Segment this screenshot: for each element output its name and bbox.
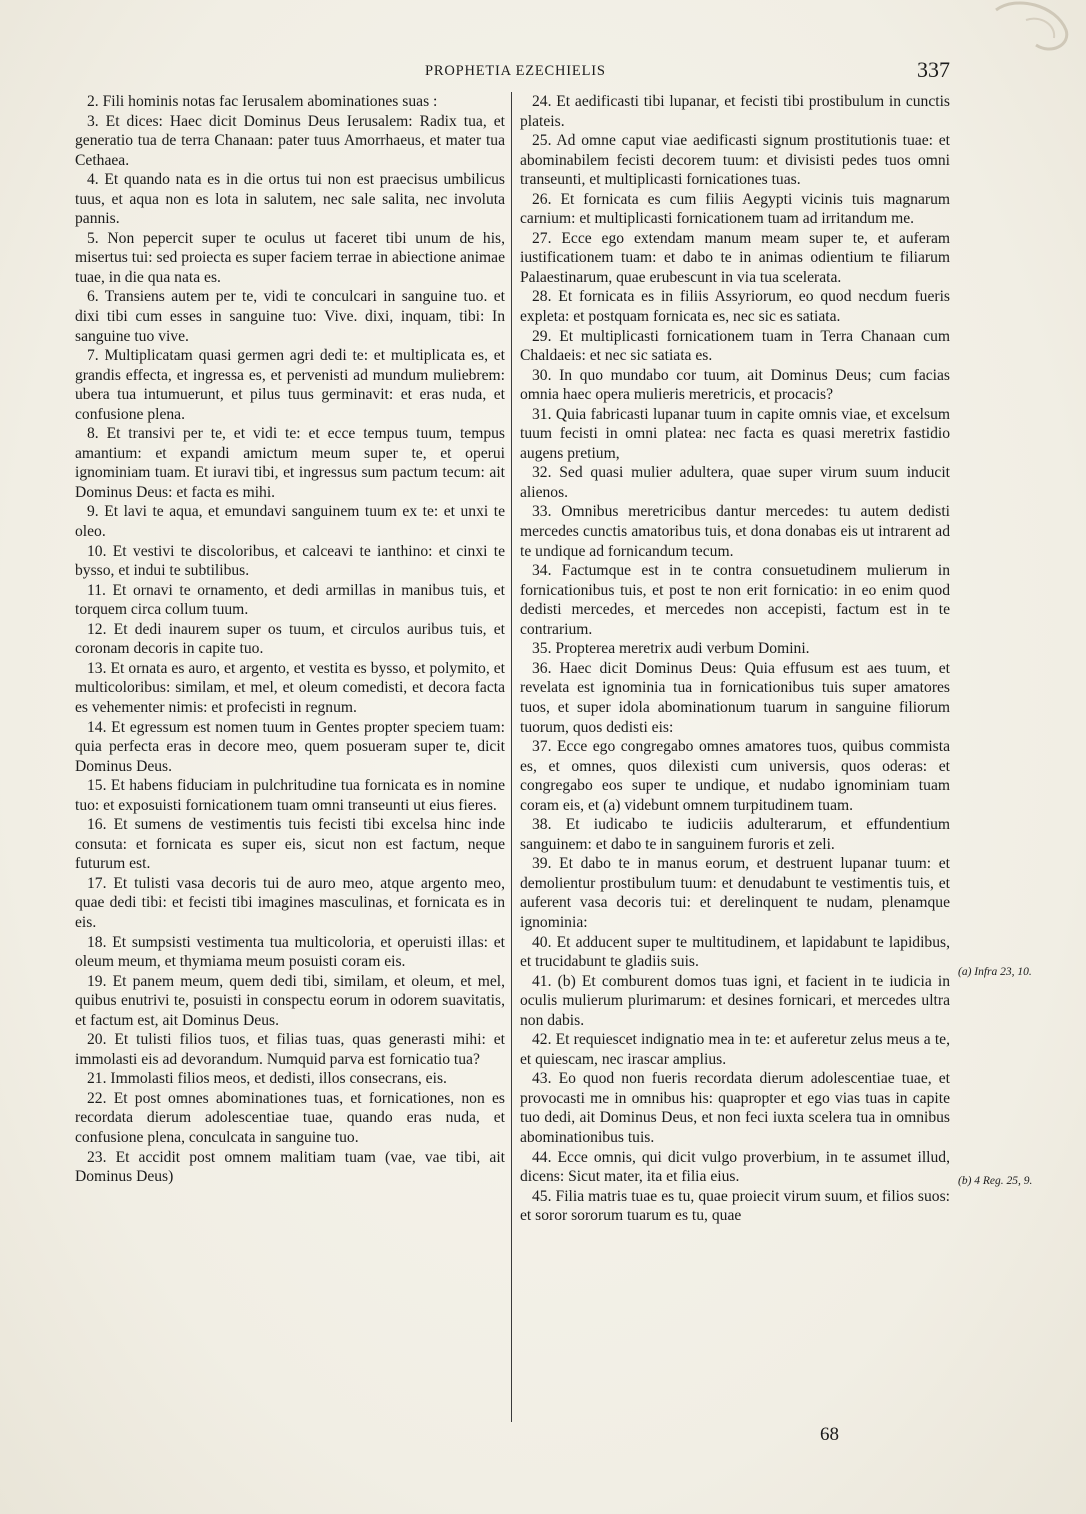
verse: 11. Et ornavi te ornamento, et dedi armillas in manibus tuis, et torquem circa collum tuum. [75,581,505,619]
left-column [75,92,505,1187]
verse: 9. Et lavi te aqua, et emundavi sanguinem tuum ex te: et unxi te oleo. [75,503,505,541]
verse: 19. Et panem meum, quem dedi tibi, similam, et oleum, et mel, quibus enutrivi te, posuisti in conspectu eorum in odorem suavitatis, et factum est, ait Dominus Deus. [75,972,505,1029]
verse: 27. Ecce ego extendam manum meam super te, et auferam iustificationem tuam: et dabo te in animas odientium te filiarum Palaestinarum, quae erubescunt in via tua scelerata. [520,229,950,286]
verse: 35. Propterea meretrix audi verbum Domini. [532,640,810,658]
verse: 25. Ad omne caput viae aedificasti signum prostitutionis tuae: et abominabilem fecisti decorem tuum: et divisisti pedes tuos omni transeunti, et multiplicasti fornicationes tuas. [520,132,950,189]
verse: 30. In quo mundabo cor tuum, ait Dominus Deus; cum facias omnia haec opera mulieris meretricis, et procacis? [520,366,950,404]
verse: 36. Haec dicit Dominus Deus: Quia effusum est aes tuum, et revelata est ignominia tua in fornicationibus tuis super amatores tuos, et super idola abominationum tuarum in sanguine filiorum tuorum, quos dedisti eis: [520,659,950,736]
verse: 24. Et aedificasti tibi lupanar, et fecisti tibi prostibulum in cunctis plateis. [520,93,950,130]
verse: 18. Et sumpsisti vestimenta tua multicoloria, et operuisti illas: et oleum meum, et thymiama meum posuisti coram eis. [75,933,505,971]
verse: 12. Et dedi inaurem super os tuum, et circulos auribus tuis, et coronam decoris in capite tuo. [75,620,505,658]
verse: 15. Et habens fiduciam in pulchritudine tua fornicata es in nomine tuo: et exposuisti fornicationem tuam omni transeunti ut eius fieres. [75,777,505,814]
verse: 38. Et iudicabo te iudiciis adulterarum, et effundentium sanguinem: et dabo te in sanguinem furoris et zeli. [520,816,950,853]
verse: 22. Et post omnes abominationes tuas, et fornicationes, non es recordata dierum adolescentiae tuae, quando eras nuda, et confusione plena, conculcata in sanguine tuo. [75,1089,505,1146]
verse: 41. (b) Et comburent domos tuas igni, et facient in te iudicia in oculis mulierum plurimarum: et desines fornicari, et mercedes ultra non dabis. [520,972,950,1029]
verse: 21. Immolasti filios meos, et dedisti, illos consecrans, eis. [87,1070,447,1088]
verse: 3. Et dices: Haec dicit Dominus Deus Ierusalem: Radix tua, et generatio tua de terra Chanaan: pater tuus Amorrhaeus, et mater tua Cethaea. [75,112,505,169]
verse: 33. Omnibus meretricibus dantur mercedes: tu autem dedisti mercedes cunctis amatoribus tuis, et dona donabas eis ut intrarent ad te undique ad fornicandum tecum. [520,503,950,560]
column-divider [511,92,512,1422]
verse: 39. Et dabo te in manus eorum, et destruent lupanar tuum: et demolientur prostibulum tuum: et denudabunt te vestimentis tuis, et auferent vasa decoris tui: et derelinquent te nudam, plenamque ignominia: [520,855,950,931]
verse: 10. Et vestivi te discoloribus, et calceavi te ianthino: et cinxi te bysso, et indui te subtilibus. [75,542,505,580]
running-title: PROPHETIA EZECHIELIS [425,63,606,79]
verse: 16. Et sumens de vestimentis tuis fecisti tibi excelsa hinc inde consuta: et fornicata es super eis, sicut non est factum, neque futurum est. [75,816,505,873]
verse: 43. Eo quod non fueris recordata dierum adolescentiae tuae, et provocasti me in omnibus his: quapropter et ego vias tuas in capite tuo dedi, ait Dominus Deus, et non feci iuxta scelera tua in omnibus abominationibus tuis. [520,1070,950,1146]
verse: 4. Et quando nata es in die ortus tui non est praecisus umbilicus tuus, et aqua non es lota in salutem, nec sale salita, nec involuta pannis. [75,171,505,228]
verse: 2. Fili hominis notas fac Ierusalem abominationes suas : [87,93,438,110]
right-column [520,92,950,1226]
verse: 31. Quia fabricasti lupanar tuum in capite omnis viae, et excelsum tuum fecisti in omni platea: nec facta es quasi meretrix fastidio augens pretium, [520,405,950,462]
margin-note-a: (a) Infra 23, 10. [958,966,1032,978]
verse: 29. Et multiplicasti fornicationem tuam in Terra Chanaan cum Chaldaeis: et nec sic satiata es. [520,327,950,365]
verse: 40. Et adducent super te multitudinem, et lapidabunt te lapidibus, et trucidabunt te gladiis suis. [520,933,950,971]
verse: 45. Filia matris tuae es tu, quae proiecit virum suum, et filios suos: et soror sororum tuarum es tu, quae [520,1187,950,1225]
verse: 26. Et fornicata es cum filiis Aegypti vicinis tuis magnarum carnium: et multiplicasti fornicationem tuam ad irritandum me. [520,190,950,228]
verse: 5. Non pepercit super te oculus ut faceret tibi unum de his, misertus tui: sed proiecta es super faciem terrae in abiectione animae tuae, in die qua nata es. [75,229,505,286]
corner-ornament-icon [926,0,1086,60]
verse: 28. Et fornicata es in filiis Assyriorum, eo quod necdum fueris expleta: et postquam fornicata es, nec sic es satiata. [520,288,950,326]
verse: 34. Factumque est in te contra consuetudinem mulierum in fornicationibus tuis, et post te non erit fornicatio: in eo enim quod dedisti mercedes, et mercedes non accepisti, factum est in te contrarium. [520,562,950,638]
verse: 42. Et requiescet indignatio mea in te: et auferetur zelus meus a te, et quiescam, nec irascar amplius. [520,1031,950,1068]
verse: 13. Et ornata es auro, et argento, et vestita es bysso, et polymito, et multicoloribus: similam, et mel, et oleum comedisti, et decora facta es vehementer nimis: et profecisti in regnum. [75,659,505,716]
verse: 7. Multiplicatam quasi germen agri dedi te: et multiplicata es, et grandis effecta, et ingressa es, et pervenisti ad mundum muliebrem: ubera tua intumuerunt, et pilus tuus germinavit: et eras nuda, et confusione plena. [75,347,505,423]
page-number: 337 [917,57,950,82]
verse: 8. Et transivi per te, et vidi te: et ecce tempus tuum, tempus amantium: et expandi amictum meum super te, et operui ignominiam tuam. Et iuravi tibi, et ingressus sum pactum tecum: ait Dominus Deus: et facta es mihi. [75,425,505,501]
signature-mark: 68 [820,1424,839,1445]
verse: 20. Et tulisti filios tuos, et filias tuas, quas generasti mihi: et immolasti eis ad devorandum. Numquid parva est fornicatio tua? [75,1031,505,1068]
verse: 44. Ecce omnis, qui dicit vulgo proverbium, in te assumet illud, dicens: Sicut mater, ita et filia eius. [520,1148,950,1186]
page-header [0,57,1086,84]
verse: 6. Transiens autem per te, vidi te conculcari in sanguine tuo. et dixi tibi cum esses in sanguine tuo: Vive. dixi, inquam, tibi: In sanguine tuo vive. [75,288,505,345]
verse: 37. Ecce ego congregabo omnes amatores tuos, quibus commista es, et omnes, quos dilexisti cum universis, quos oderas: et congregabo eos super te undique, et nudabo ignominiam tuam coram eis, et (a) videbunt omnem turpitudinem tuam. [520,738,950,814]
margin-note-b: (b) 4 Reg. 25, 9. [958,1175,1033,1187]
verse: 17. Et tulisti vasa decoris tui de auro meo, atque argento meo, quae dedi tibi: et fecisti tibi imagines masculinas, et fornicata es in eis. [75,874,505,931]
verse: 14. Et egressum est nomen tuum in Gentes propter speciem tuam: quia perfecta eras in decore meo, quem posueram super te, dicit Dominus Deus. [75,718,505,775]
verse: 32. Sed quasi mulier adultera, quae super virum suum inducit alienos. [520,464,950,501]
verse: 23. Et accidit post omnem malitiam tuam (vae, vae tibi, ait Dominus Deus) [75,1148,505,1186]
